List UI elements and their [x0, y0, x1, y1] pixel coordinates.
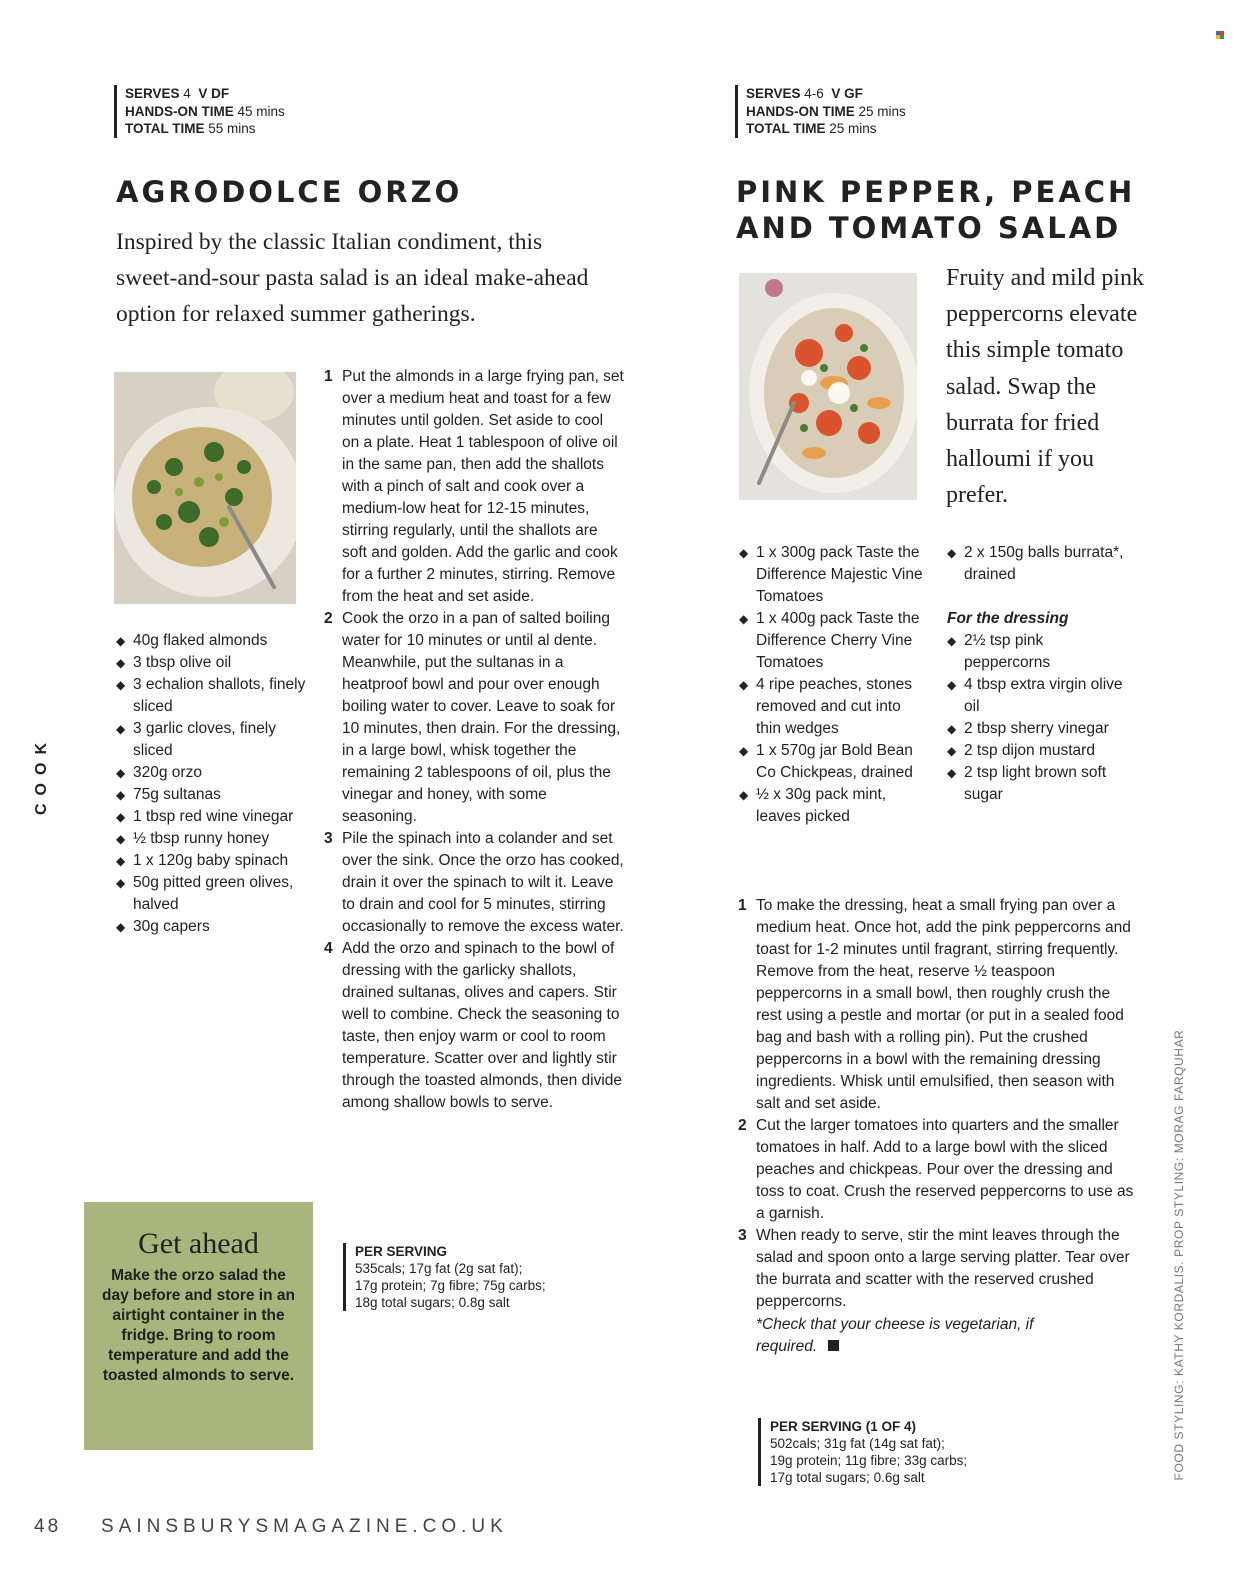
dressing-heading: For the dressing	[947, 610, 1069, 627]
nutrition-line: 18g total sugars; 0.8g salt	[355, 1295, 510, 1310]
ingredient-item: ◆ 1 x 400g pack Taste the Difference Cherry Vine Tomatoes	[739, 608, 929, 674]
nutrition-line: 17g total sugars; 0.6g salt	[770, 1470, 925, 1485]
ingredient-item: ◆ 4 tbsp extra virgin olive oil	[947, 674, 1127, 718]
method-step	[324, 938, 624, 1114]
end-square-icon	[828, 1340, 839, 1351]
nutrition-right	[758, 1418, 967, 1486]
method-step	[324, 828, 624, 938]
nutrition-line: 502cals; 31g fat (14g sat fat);	[770, 1436, 945, 1451]
diet-tags: V DF	[198, 86, 230, 101]
ingredient-item: ◆ 4 ripe peaches, stones removed and cut into thin wedges	[739, 674, 929, 740]
step-number: 2	[738, 1117, 747, 1134]
step-text: Pile the spinach into a colander and set over the sink. Once the orzo has cooked, drain it over the spinach to wilt it. Leave to drain and cool for 5 minutes, stirring occasionally to remove the excess water.	[342, 830, 624, 935]
method-step	[738, 1115, 1138, 1225]
ingredient-item: ◆ 1 x 300g pack Taste the Difference Majestic Vine Tomatoes	[739, 542, 929, 608]
method-step	[324, 366, 624, 608]
step-number: 3	[738, 1227, 747, 1244]
recipe-title-right: PINK PEPPER, PEACH AND TOMATO SALAD	[736, 175, 1136, 245]
ingredient-item: ◆ 1 x 570g jar Bold Bean Co Chickpeas, drained	[739, 740, 929, 784]
recipe-meta-right	[735, 85, 906, 138]
nutrition-line: 17g protein; 7g fibre; 75g carbs;	[355, 1278, 546, 1293]
step-text: When ready to serve, stir the mint leaves through the salad and spoon onto a large serving platter. Tear over the burrata and scatter with the reserved crushed peppercorns.	[756, 1227, 1130, 1310]
serves-label: SERVES	[125, 86, 180, 101]
nutrition-heading: PER SERVING (1 OF 4)	[770, 1419, 917, 1434]
step-text: To make the dressing, heat a small frying pan over a medium heat. Once hot, add the pink peppercorns and toast for 1-2 minutes until fragrant, stirring frequently. Remove from the heat, reserve ½ teaspoon peppercorns in a small bowl, then roughly crush the rest using a pestle and mortar (or put in a sealed food bag and bash with a rolling pin). Put the crushed peppercorns in a bowl with the remaining dressing ingredients. Whisk until emulsified, then season with salt and set aside.	[756, 897, 1131, 1112]
salad-photo	[739, 273, 917, 500]
section-label-cook: COOK	[33, 735, 50, 815]
step-number: 1	[324, 368, 333, 385]
hands-on-value: 25 mins	[858, 103, 906, 119]
ingredients-list-left	[116, 630, 316, 938]
dressing-list	[947, 630, 1127, 806]
total-time-value: 55 mins	[208, 121, 256, 136]
orzo-photo	[114, 372, 296, 604]
ingredient-item: ◆ 1 tbsp red wine vinegar	[116, 806, 316, 828]
photo-credits: FOOD STYLING: KATHY KORDALIS. PROP STYLING: MORAG FARQUHAR	[1172, 1029, 1186, 1481]
ingredient-item: ◆ 75g sultanas	[116, 784, 316, 806]
logo-mark-icon	[1216, 31, 1224, 39]
ingredient-item: ◆ 2 tsp dijon mustard	[947, 740, 1127, 762]
step-number: 1	[738, 897, 747, 914]
nutrition-line: 535cals; 17g fat (2g sat fat);	[355, 1261, 523, 1276]
footer-site[interactable]: SAINSBURYSMAGAZINE.CO.UK	[101, 1516, 508, 1537]
total-time-label: TOTAL TIME	[125, 121, 205, 136]
step-number: 2	[324, 610, 333, 627]
ingredient-item: ◆ 2 tbsp sherry vinegar	[947, 718, 1127, 740]
ingredient-item: ◆ 3 echalion shallots, finely sliced	[116, 674, 316, 718]
recipe-meta-left	[114, 85, 285, 138]
step-text: Add the orzo and spinach to the bowl of dressing with the garlicky shallots, drained sultanas, olives and capers. Stir well to combine. Check the seasoning to taste, then enjoy warm or cool to room temperature. Scatter over and lightly stir through the toasted almonds, then divide among shallow bowls to serve.	[342, 940, 623, 1111]
ingredient-item: ◆ 2 tsp light brown soft sugar	[947, 762, 1127, 806]
method-step	[738, 895, 1138, 1115]
page-number: 48	[34, 1516, 62, 1537]
ingredient-item: ◆ ½ x 30g pack mint, leaves picked	[739, 784, 929, 828]
recipe-intro-right: Fruity and mild pink peppercorns elevate this simple tomato salad. Swap the burrata for fried halloumi if you prefer.	[946, 265, 1144, 509]
hands-on-label: HANDS-ON TIME	[125, 103, 234, 119]
ingredient-item: ◆ 2½ tsp pink peppercorns	[947, 630, 1127, 674]
method-steps-right	[738, 895, 1138, 1313]
get-ahead-title: Get ahead	[138, 1227, 259, 1260]
nutrition-left	[343, 1243, 546, 1311]
step-number: 3	[324, 830, 333, 847]
total-time-value: 25 mins	[829, 121, 877, 136]
step-text: Cut the larger tomatoes into quarters and the smaller tomatoes in half. Add to a large bowl with the sliced peaches and chickpeas. Pour over the dressing and toss to coat. Crush the reserved peppercorns to use as a garnish.	[756, 1117, 1134, 1222]
ingredient-item: ◆ 3 garlic cloves, finely sliced	[116, 718, 316, 762]
ingredients-list-right-1	[739, 542, 929, 828]
total-time-label: TOTAL TIME	[746, 121, 826, 136]
note-text: *Check that your cheese is vegetarian, if required.	[756, 1316, 1034, 1355]
step-text: Put the almonds in a large frying pan, set over a medium heat and toast for a few minutes until golden. Set aside to cool on a plate. Heat 1 tablespoon of olive oil in the same pan, then add the shallots with a pinch of salt and cook over a medium-low heat for 12-15 minutes, stirring regularly, until the shallots are soft and golden. Add the garlic and cook for a further 2 minutes, stirring. Remove from the heat and set aside.	[342, 368, 624, 605]
serves-value: 4-6	[804, 86, 824, 101]
serves-value: 4	[183, 86, 191, 101]
ingredient-item: ◆ 40g flaked almonds	[116, 630, 316, 652]
nutrition-heading: PER SERVING	[355, 1244, 448, 1259]
ingredient-item: ◆ 2 x 150g balls burrata*, drained	[947, 542, 1127, 586]
serves-label: SERVES	[746, 86, 801, 101]
hands-on-value: 45 mins	[237, 103, 285, 119]
diet-tags: V GF	[831, 86, 863, 101]
ingredient-item: ◆ 50g pitted green olives, halved	[116, 872, 316, 916]
recipe-intro-left: Inspired by the classic Italian condiment, this sweet-and-sour pasta salad is an ideal make-ahead option for relaxed summer gatherings.	[116, 229, 589, 327]
ingredient-item: ◆ 3 tbsp olive oil	[116, 652, 316, 674]
step-number: 4	[324, 940, 333, 957]
method-steps-left	[324, 366, 624, 1114]
ingredients-list-right-2	[947, 542, 1127, 586]
hands-on-label: HANDS-ON TIME	[746, 103, 855, 119]
ingredient-item: ◆ ½ tbsp runny honey	[116, 828, 316, 850]
ingredient-item: ◆ 1 x 120g baby spinach	[116, 850, 316, 872]
recipe-title-left: AGRODOLCE ORZO	[116, 175, 463, 209]
ingredient-item: ◆ 30g capers	[116, 916, 316, 938]
nutrition-line: 19g protein; 11g fibre; 33g carbs;	[770, 1453, 968, 1468]
ingredient-item: ◆ 320g orzo	[116, 762, 316, 784]
method-step	[738, 1225, 1138, 1313]
step-text: Cook the orzo in a pan of salted boiling water for 10 minutes or until al dente. Meanwhile, put the sultanas in a heatproof bowl and pour over enough boiling water to cover. Leave to soak for 10 minutes, then drain. For the dressing, in a large bowl, whisk together the remaining 2 tablespoons of oil, plus the vinegar and honey, with some seasoning.	[342, 610, 621, 825]
get-ahead-box	[84, 1202, 313, 1450]
method-step	[324, 608, 624, 828]
get-ahead-text: Make the orzo salad the day before and store in an airtight container in the fridge. Bring to room temperature and add the toasted almonds to serve.	[102, 1267, 295, 1384]
vegetarian-note	[756, 1314, 1056, 1358]
